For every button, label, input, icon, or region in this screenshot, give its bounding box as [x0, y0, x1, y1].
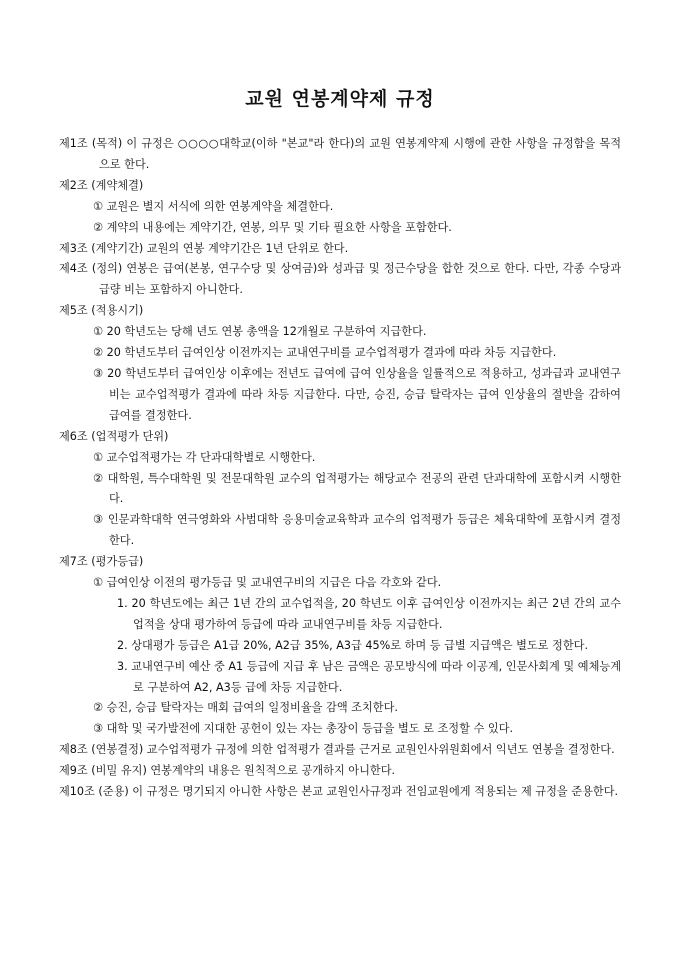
article-7-item-1: 1. 20 학년도에는 최근 1년 간의 교수업적을, 20 학년도 이후 급여인상 이전까지는 최근 2년 간의 교수업적을 상대 평가하여 등급에 따라 교내연구비를 차등 지급한다.: [117, 596, 621, 631]
article-8: 제8조 (연봉결정) 교수업적평가 규정에 의한 업적평가 결과를 근거로 교원인사위원회에서 익년도 연봉을 결정한다.: [59, 743, 615, 757]
article-6-clause-2: ② 대학원, 특수대학원 및 전문대학원 교수의 업적평가는 해당교수 전공의 관련 단과대학에 포함시켜 시행한다.: [93, 471, 621, 506]
article-7-clause-3: ③ 대학 및 국가발전에 지대한 공헌이 있는 자는 총장이 등급을 별도 로 조정할 수 있다.: [93, 722, 514, 736]
regulation-body: [59, 134, 621, 803]
article-7-item-2: 2. 상대평가 등급은 A1급 20%, A2급 35%, A3급 45%로 하며 등 급별 지급액은 별도로 정한다.: [117, 638, 589, 652]
article-3: 제3조 (계약기간) 교원의 연봉 계약기간은 1년 단위로 한다.: [59, 241, 349, 255]
article-4: 제4조 (정의) 연봉은 급여(본봉, 연구수당 및 상여금)와 성과급 및 정근수당을 합한 것으로 한다. 다만, 각종 수당과 급량 비는 포함하지 아니한다.: [59, 262, 621, 297]
article-6-heading: 제6조 (업적평가 단위): [59, 429, 169, 443]
article-5-clause-1: ① 20 학년도는 당해 년도 연봉 총액을 12개월로 구분하여 지급한다.: [93, 325, 427, 339]
article-7-clause-2: ② 승진, 승급 탈락자는 매회 급여의 일정비율을 감액 조치한다.: [93, 701, 398, 715]
article-1: 제1조 (목적) 이 규정은 ○○○○대학교(이하 "본교"라 한다)의 교원 연봉계약제 시행에 관한 사항을 규정함을 목적으로 한다.: [59, 137, 621, 171]
article-2-clause-1: ① 교원은 별지 서식에 의한 연봉계약을 체결한다.: [93, 199, 334, 213]
article-7-item-3: 3. 교내연구비 예산 중 A1 등급에 지급 후 남은 금액은 공모방식에 따라 이공계, 인문사회계 및 예체능계로 구분하여 A2, A3등 급에 차등 지급한다.: [117, 659, 621, 694]
article-5-clause-3: ③ 20 학년도부터 급여인상 이후에는 전년도 급여에 급여 인상율을 일률적으로 적용하고, 성과급과 교내연구비는 교수업적평가 결과에 따라 차등 지급한다. 다만, 승진, 승급 탈락자는 급여 인상율의 절반을 감하여 급여를 결정한다.: [93, 366, 621, 422]
article-6-clause-1: ① 교수업적평가는 각 단과대학별로 시행한다.: [93, 450, 316, 464]
article-10: 제10조 (준용) 이 규정은 명기되지 아니한 사항은 본교 교원인사규정과 전임교원에게 적용되는 제 규정을 준용한다.: [59, 785, 619, 799]
article-7-heading: 제7조 (평가등급): [59, 555, 144, 569]
article-6-clause-3: ③ 인문과학대학 연극영화와 사범대학 응용미술교육학과 교수의 업적평가 등급은 체육대학에 포함시켜 결정한다.: [93, 513, 621, 548]
article-7-clause-1: ① 급여인상 이전의 평가등급 및 교내연구비의 지급은 다음 각호와 같다.: [93, 576, 442, 590]
article-2-clause-2: ② 계약의 내용에는 계약기간, 연봉, 의무 및 기타 필요한 사항을 포함한다.: [93, 220, 452, 234]
article-2-heading: 제2조 (계약체결): [59, 178, 144, 192]
document-title: 교원 연봉계약제 규정: [245, 88, 435, 110]
article-9: 제9조 (비밀 유지) 연봉계약의 내용은 원칙적으로 공개하지 아니한다.: [59, 764, 396, 778]
article-5-heading: 제5조 (적용시기): [59, 304, 144, 318]
article-5-clause-2: ② 20 학년도부터 급여인상 이전까지는 교내연구비를 교수업적평가 결과에 따라 차등 지급한다.: [93, 346, 557, 360]
